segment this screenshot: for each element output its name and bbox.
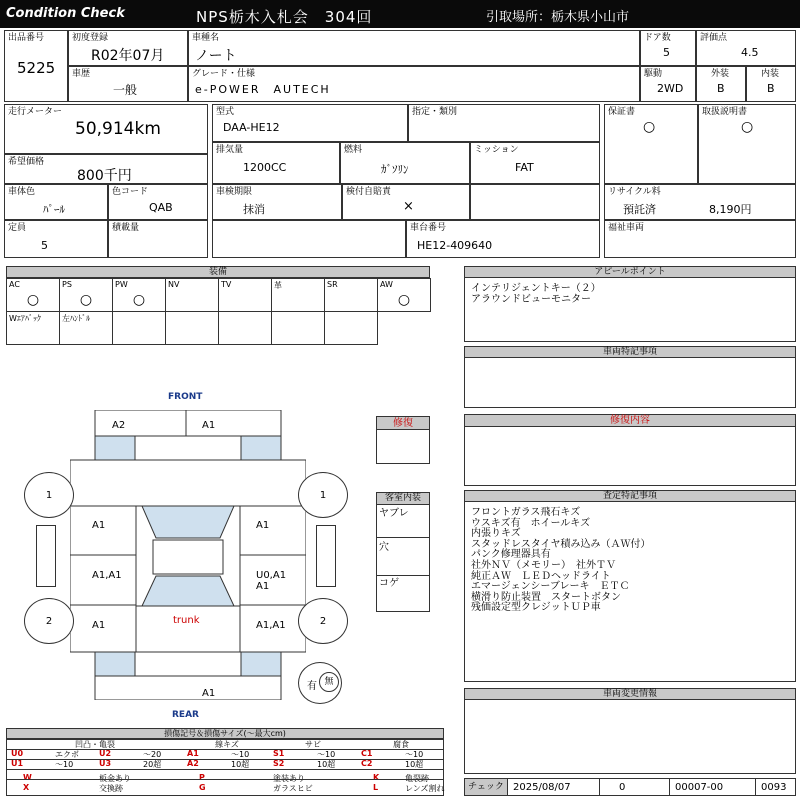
legend-desc: ガラスヒビ	[273, 784, 313, 793]
fuel: ｶﾞｿﾘﾝ	[381, 163, 409, 176]
legend-desc: 10超	[231, 760, 250, 769]
equipment-label: NV	[168, 280, 180, 289]
tire-rear-right: 2	[298, 598, 348, 644]
equipment-mark: ○	[79, 292, 93, 308]
legend-code: G	[199, 783, 206, 792]
int-box: 内装 B	[746, 66, 796, 102]
legend-desc: 〜10	[405, 750, 424, 759]
inspection-note-line: ウスキズ有 ホイールキズ	[471, 517, 591, 529]
legend-desc: 亀裂跡	[405, 774, 429, 783]
left-quarter-damage: A1	[92, 620, 106, 631]
legend-title: 損傷記号＆損傷サイズ(〜最大cm)	[6, 728, 444, 739]
equipment-cell	[324, 278, 378, 312]
legend-code: C1	[361, 749, 373, 758]
legend-desc: 板金あり	[99, 774, 131, 783]
equipment-label: AC	[9, 280, 20, 289]
warranty-box: 保証書 ○	[604, 104, 698, 184]
legend-desc: エクボ	[55, 750, 79, 759]
rear-label: REAR	[172, 710, 199, 720]
lot-number: 5225	[17, 59, 56, 77]
recycle-status: 預託済	[623, 203, 656, 216]
right-mirror-rect	[316, 525, 336, 587]
equipment-label: 左ﾊﾝﾄﾞﾙ	[62, 314, 90, 323]
legend-group-header: サビ	[305, 740, 321, 749]
legend-code: U3	[99, 759, 112, 768]
spare-none-mark: 無	[319, 672, 339, 692]
mileage: 50,914km	[75, 119, 161, 139]
inspection-notes-title: 査定特記事項	[464, 490, 796, 502]
legend-code: S2	[273, 759, 285, 768]
insurance-box: 検付自賠責 ×	[342, 184, 470, 220]
equipment-cell	[271, 278, 325, 312]
inspection-note-line: スタッドレスタイヤ積み込み（ＡＷ付）	[471, 538, 651, 550]
model: DAA-HE12	[223, 121, 280, 134]
grade-box: グレード・仕様 e-POWER AUTECH	[188, 66, 640, 102]
lot-box: 出品番号 5225	[4, 30, 68, 102]
equipment-cell	[6, 311, 60, 345]
reg-box: 初度登録 R02年07月	[68, 30, 188, 66]
exterior-grade: B	[717, 82, 725, 95]
front-right-damage: A1	[202, 420, 216, 431]
check-label: チェック	[464, 778, 508, 796]
legend-code: A2	[187, 759, 199, 768]
legend-code: K	[373, 773, 380, 782]
equipment-cell	[377, 278, 431, 312]
inspection-note-line: エマージェンシーブレーキ ＥＴＣ	[471, 581, 630, 593]
check-number: 0093	[761, 782, 787, 793]
interior-hole: 穴	[379, 542, 389, 553]
equipment-cell	[112, 278, 166, 312]
front-label: FRONT	[168, 392, 203, 402]
score-box: 評価点 4.5	[696, 30, 796, 66]
equipment-label: SR	[327, 280, 338, 289]
repair-box	[376, 416, 430, 464]
car-diagram	[70, 410, 306, 700]
equipment-cell	[59, 311, 113, 345]
legend-desc: 交換跡	[99, 784, 123, 793]
price: 800千円	[77, 168, 132, 184]
legend-code: U2	[99, 749, 112, 758]
legend-desc: 〜20	[143, 750, 162, 759]
history: 一般	[113, 83, 138, 97]
doors: 5	[663, 46, 670, 59]
first-registration: R02年07月	[91, 48, 165, 64]
check-zero: 0	[619, 782, 626, 793]
interior-title: 客室内装	[376, 492, 430, 505]
grade: e-POWER AUTECH	[195, 83, 331, 96]
equipment-cell	[6, 278, 60, 312]
left-rear-door-damage: A1,A1	[92, 570, 122, 581]
equipment-label: Wｴｱﾊﾞｯｸ	[9, 314, 41, 323]
mission: FAT	[515, 161, 534, 174]
legend-desc: レンズ割れ	[405, 784, 445, 793]
header-bar	[0, 0, 800, 28]
history-box: 車歴 一般	[68, 66, 188, 102]
spare-tire: 有 無	[298, 662, 342, 704]
equipment-title: 装備	[6, 266, 430, 278]
drive-box: 駆動 2WD	[640, 66, 696, 102]
equipment-cell	[112, 311, 166, 345]
inspection-note-line: 社外ＮＶ（メモリー） 社外ＴＶ	[471, 560, 616, 571]
legend-group-header: 凹凸・亀裂	[75, 740, 115, 749]
equipment-mark: ○	[132, 292, 146, 308]
equipment-label: TV	[221, 280, 232, 289]
legend-desc: 20超	[143, 760, 162, 769]
inspection-note-line: 横滑り防止装置 スタートボタン	[471, 591, 621, 603]
blank-box	[470, 184, 600, 220]
interior-burn: コゲ	[379, 578, 399, 589]
car-outline	[70, 410, 306, 700]
legend-desc: 塗装あり	[273, 774, 305, 783]
tire-front-left: 1	[24, 472, 74, 518]
doors-box: ドア数 5	[640, 30, 696, 66]
manual-box: 取扱説明書 ○	[698, 104, 796, 184]
equipment-label: PW	[115, 280, 128, 289]
legend-desc: 〜10	[317, 750, 336, 759]
equipment-mark: ○	[26, 292, 40, 308]
legend-code: L	[373, 783, 379, 792]
rear-bumper-damage: A1	[202, 688, 216, 699]
header-left: Condition Check	[6, 6, 125, 21]
right-rear-door-damage-2: A1	[256, 581, 270, 592]
color-code-box: 色コード QAB	[108, 184, 208, 220]
welfare-box: 福祉車両	[604, 220, 796, 258]
body-color-box: 車体色 ﾊﾟｰﾙ	[4, 184, 108, 220]
price-box: 希望価格 800千円	[4, 154, 208, 184]
inspection-note-line: パンク修理器具有	[471, 549, 551, 561]
drive: 2WD	[657, 82, 684, 95]
inspection-note-line: 内張りキズ	[471, 528, 521, 540]
legend-desc: 〜10	[55, 760, 74, 769]
equipment-cell	[165, 311, 219, 345]
legend-group-header: 線キズ	[215, 740, 239, 749]
tire-front-right: 1	[298, 472, 348, 518]
appeal-title: アピールポイント	[464, 266, 796, 278]
recycle-fee: 8,190円	[709, 203, 752, 216]
right-front-door-damage: A1	[256, 520, 270, 531]
equipment-mark: ○	[397, 292, 411, 308]
legend-desc: 10超	[317, 760, 336, 769]
trunk-label: trunk	[173, 615, 200, 626]
changes-title: 車両変更情報	[464, 688, 796, 700]
tire-rear-left: 2	[24, 598, 74, 644]
equipment-cell	[59, 278, 113, 312]
equipment-cell	[165, 278, 219, 312]
legend-desc: 〜10	[231, 750, 250, 759]
legend-group-header: 腐食	[393, 740, 409, 749]
changes-box	[464, 688, 796, 774]
manual: ○	[741, 119, 754, 135]
equipment-cell	[218, 278, 272, 312]
interior-tear: ヤブレ	[379, 508, 409, 519]
legend-code: U1	[11, 759, 24, 768]
special-box	[464, 346, 796, 408]
inspection-note-line: フロントガラス飛石キズ	[471, 507, 581, 518]
header-title: NPS栃木入札会 304回	[196, 8, 373, 26]
name-box: 車種名 ノート	[188, 30, 640, 66]
left-front-door-damage: A1	[92, 520, 106, 531]
appeal-line-1: インテリジェントキー（２）	[471, 283, 601, 294]
warranty: ○	[643, 119, 656, 135]
check-code: 00007-00	[675, 782, 724, 793]
displacement: 1200CC	[243, 161, 287, 174]
equipment-label: AW	[380, 280, 393, 289]
equipment-cell	[324, 311, 378, 345]
legend-code: U0	[11, 749, 24, 758]
insurance: ×	[403, 199, 414, 214]
equipment-cell	[218, 311, 272, 345]
appeal-line-2: アラウンドビューモニター	[471, 294, 591, 305]
right-quarter-damage: A1,A1	[256, 620, 286, 631]
mileage-box: 走行メーター 50,914km	[4, 104, 208, 154]
car-name: ノート	[195, 48, 237, 64]
header-location: 引取場所：栃木県小山市	[486, 10, 630, 25]
front-left-damage: A2	[112, 420, 126, 431]
interior-box	[376, 492, 430, 612]
legend-code: P	[199, 773, 205, 782]
repair-title: 修復	[376, 416, 430, 430]
inspection-note-line: 残価設定型クレジットＵＰ車	[471, 602, 601, 614]
legend-desc: 10超	[405, 760, 424, 769]
appeal-box	[464, 266, 796, 342]
model-box: 型式 DAA-HE12	[212, 104, 408, 142]
designation-box: 指定・類別	[408, 104, 600, 142]
legend-code: C2	[361, 759, 373, 768]
fuel-box: 燃料 ｶﾞｿﾘﾝ	[340, 142, 470, 184]
check-date: 2025/08/07	[513, 782, 571, 793]
left-mirror-rect	[36, 525, 56, 587]
mission-box: ミッション FAT	[470, 142, 600, 184]
legend-code: X	[23, 783, 30, 792]
special-title: 車両特記事項	[464, 346, 796, 358]
capacity: 5	[41, 239, 48, 252]
inspection-note-line: 純正ＡＷ ＬＥＤヘッドライト	[471, 570, 611, 582]
capacity-box: 定員 5	[4, 220, 108, 258]
interior-grade: B	[767, 82, 775, 95]
repair-details-title: 修復内容	[464, 414, 796, 427]
load-box: 積載量	[108, 220, 208, 258]
ext-box: 外装 B	[696, 66, 746, 102]
inspection-expiry: 抹消	[243, 203, 265, 216]
legend-code: S1	[273, 749, 285, 758]
inspection-box: 車検期限 抹消	[212, 184, 342, 220]
equipment-label: 革	[274, 281, 282, 290]
chassis-box: 車台番号 HE12-409640	[406, 220, 600, 258]
inspection-notes-box	[464, 490, 796, 682]
color-code: QAB	[149, 201, 173, 214]
chassis-number: HE12-409640	[417, 239, 493, 252]
repair-details-box	[464, 414, 796, 486]
blank-box-2	[212, 220, 406, 258]
score: 4.5	[741, 46, 759, 59]
equipment-label: PS	[62, 280, 72, 289]
recycle-box: リサイクル料 預託済 8,190円	[604, 184, 796, 220]
body-color: ﾊﾟｰﾙ	[43, 203, 65, 216]
legend-code: A1	[187, 749, 199, 758]
right-rear-door-damage: U0,A1	[256, 570, 287, 581]
legend-code: W	[23, 773, 32, 782]
legend-box	[6, 728, 444, 796]
equipment-cell	[271, 311, 325, 345]
disp-box: 排気量 1200CC	[212, 142, 340, 184]
footer-bar	[464, 778, 796, 796]
